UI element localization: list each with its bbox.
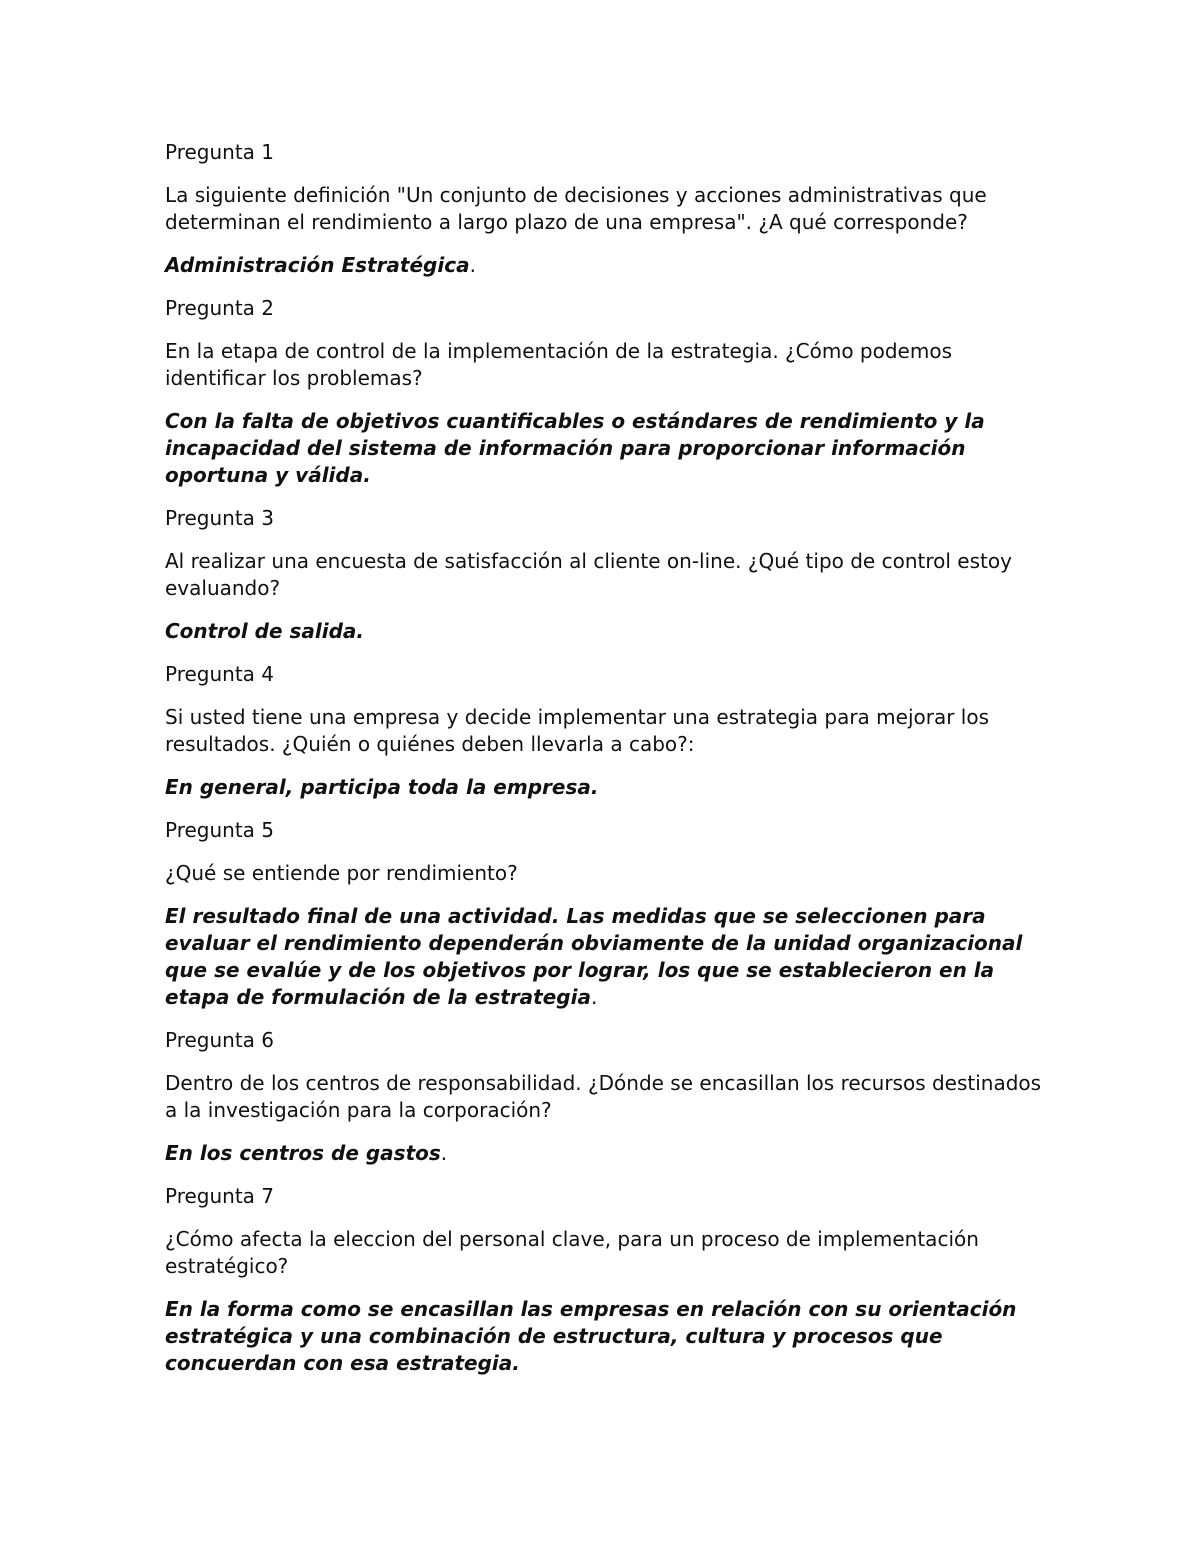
question-block-7 <box>165 1183 1045 1377</box>
document-page <box>165 139 1045 1393</box>
question-label: Pregunta 1 <box>165 140 275 164</box>
answer-main: En general, participa toda la empresa. <box>165 775 599 799</box>
question-label: Pregunta 7 <box>165 1184 275 1208</box>
question-block-2 <box>165 295 1045 489</box>
question-text: ¿Qué se entiende por rendimiento? <box>165 861 518 885</box>
question-text: La siguiente definición "Un conjunto de decisiones y acciones administrativas que determinan el rendimiento a largo plazo de una empresa". ¿A qué corresponde? <box>165 183 987 234</box>
question-label: Pregunta 4 <box>165 662 275 686</box>
answer-main: Con la falta de objetivos cuantificables o estándares de rendimiento y la incapacidad del sistema de información para proporcionar información oportuna y válida. <box>165 409 985 487</box>
answer-text <box>165 903 1045 1011</box>
answer-text <box>165 774 1045 801</box>
answer-tail: . <box>590 985 598 1009</box>
answer-main: El resultado final de una actividad. Las medidas que se seleccionen para evaluar el rendimiento dependerán obviamente de la unidad organizacional que se evalúe y de los objetivos por lograr, los que se establecieron en la etapa de formulación de la estrategia <box>165 904 1023 1009</box>
answer-tail: . <box>440 1141 448 1165</box>
answer-main: En los centros de gastos <box>165 1141 441 1165</box>
answer-text <box>165 408 1045 489</box>
question-label: Pregunta 6 <box>165 1028 275 1052</box>
answer-tail: . <box>469 253 476 277</box>
question-label: Pregunta 3 <box>165 506 275 530</box>
question-block-3 <box>165 505 1045 645</box>
question-text: Dentro de los centros de responsabilidad. ¿Dónde se encasillan los recursos destinados a la investigación para la corporación? <box>165 1071 1042 1122</box>
answer-text <box>165 618 1045 645</box>
question-text: Al realizar una encuesta de satisfacción al cliente on-line. ¿Qué tipo de control estoy evaluando? <box>165 549 1012 600</box>
answer-main: En la forma como se encasillan las empresas en relación con su orientación estratégica y una combinación de estructura, cultura y procesos que concuerdan con esa estrategia. <box>165 1297 1017 1375</box>
question-block-1 <box>165 139 1045 279</box>
question-block-5 <box>165 817 1045 1011</box>
question-block-4 <box>165 661 1045 801</box>
question-text: Si usted tiene una empresa y decide implementar una estrategia para mejorar los resultados. ¿Quién o quiénes deben llevarla a cabo?: <box>165 705 990 756</box>
answer-text <box>165 1140 1045 1167</box>
question-text: En la etapa de control de la implementación de la estrategia. ¿Cómo podemos identificar los problemas? <box>165 339 953 390</box>
question-label: Pregunta 5 <box>165 818 275 842</box>
question-block-6 <box>165 1027 1045 1167</box>
answer-main: Administración Estratégica <box>165 253 470 277</box>
question-text: ¿Cómo afecta la eleccion del personal clave, para un proceso de implementación estratégico? <box>165 1227 979 1278</box>
answer-text <box>165 252 1045 279</box>
answer-main: Control de salida. <box>165 619 365 643</box>
question-label: Pregunta 2 <box>165 296 275 320</box>
answer-text <box>165 1296 1045 1377</box>
